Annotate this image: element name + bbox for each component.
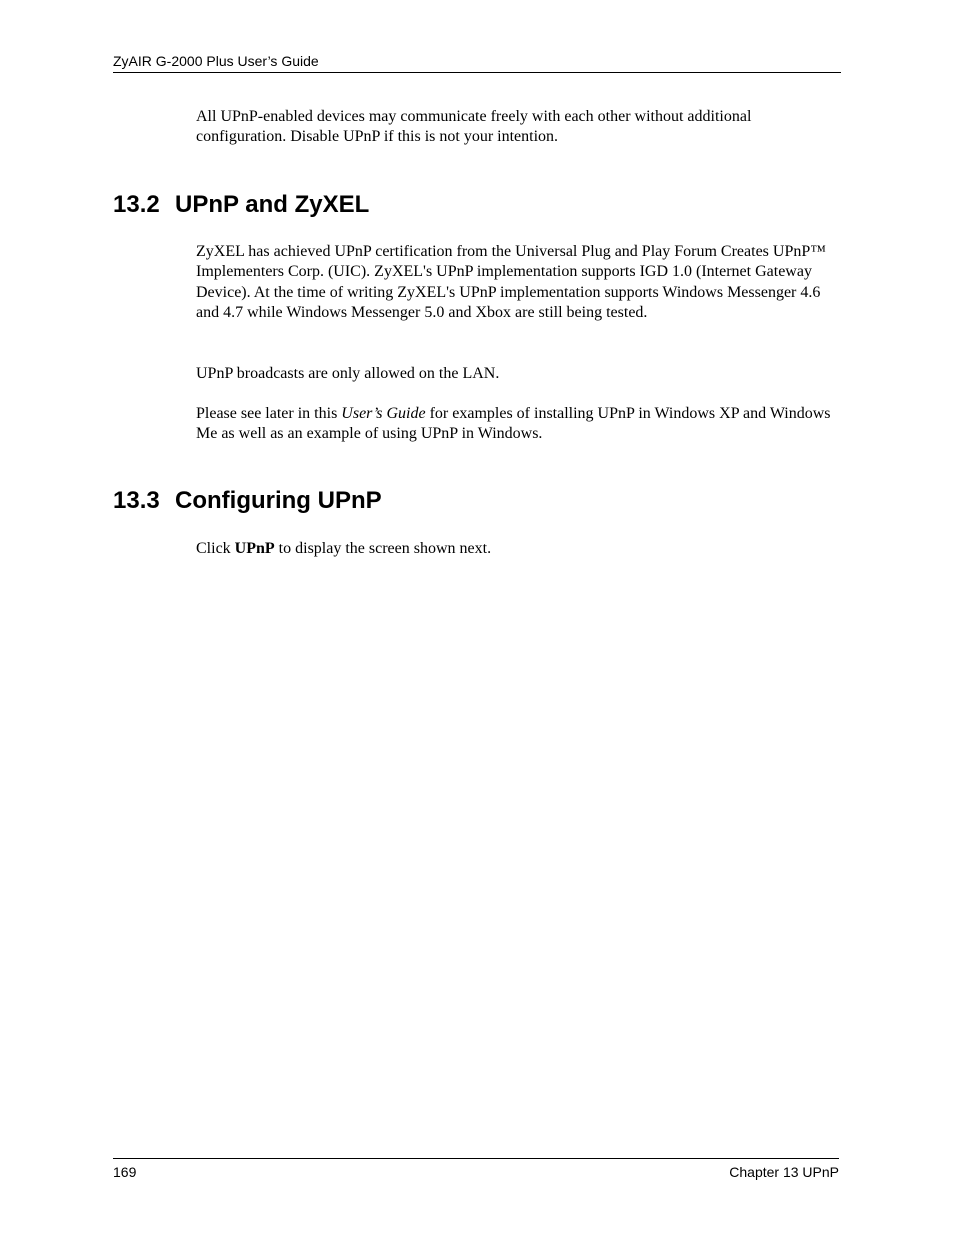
see-guide-paragraph bbox=[196, 404, 841, 445]
section-number: 13.3 bbox=[113, 487, 160, 514]
guide-reference: User’s Guide bbox=[341, 405, 426, 422]
intro-paragraph: All UPnP-enabled devices may communicate freely with each other without additional configuration. Disable UPnP if this is not your intention. bbox=[196, 108, 752, 146]
section-title: Configuring UPnP bbox=[175, 487, 382, 514]
click-text-start: Click bbox=[196, 540, 235, 557]
section-number: 13.2 bbox=[113, 191, 160, 218]
upnp-zyxel-paragraph: ZyXEL has achieved UPnP certification from the Universal Plug and Play Forum Creates UPnP™ Implementers Corp. (UIC). ZyXEL's UPnP implementation supports IGD 1.0 (Internet Gateway Device). At the time of writing ZyXEL's UPnP implementation supports Windows Messenger 4.6 and 4.7 while Windows Messenger 5.0 and Xbox are still being tested. bbox=[196, 243, 826, 322]
click-upnp-paragraph bbox=[196, 539, 841, 559]
guide-title: ZyAIR G-2000 Plus User’s Guide bbox=[113, 53, 319, 69]
section-heading-13-2 bbox=[113, 191, 369, 219]
page-footer bbox=[113, 1158, 839, 1183]
upnp-menu-reference: UPnP bbox=[234, 540, 275, 557]
page-header bbox=[113, 51, 841, 73]
section-heading-13-3 bbox=[113, 487, 382, 515]
see-guide-text-end: for examples of installing UPnP in Windows XP and Windows Me as well as an example of using UPnP in Windows. bbox=[196, 405, 831, 443]
lan-broadcast-paragraph: UPnP broadcasts are only allowed on the LAN. bbox=[196, 365, 500, 382]
click-text-end: to display the screen shown next. bbox=[274, 540, 492, 557]
section-title: UPnP and ZyXEL bbox=[175, 191, 370, 218]
see-guide-text-start: Please see later in this bbox=[196, 405, 342, 422]
page-number: 169 bbox=[113, 1164, 137, 1180]
chapter-title: Chapter 13 UPnP bbox=[729, 1164, 839, 1180]
